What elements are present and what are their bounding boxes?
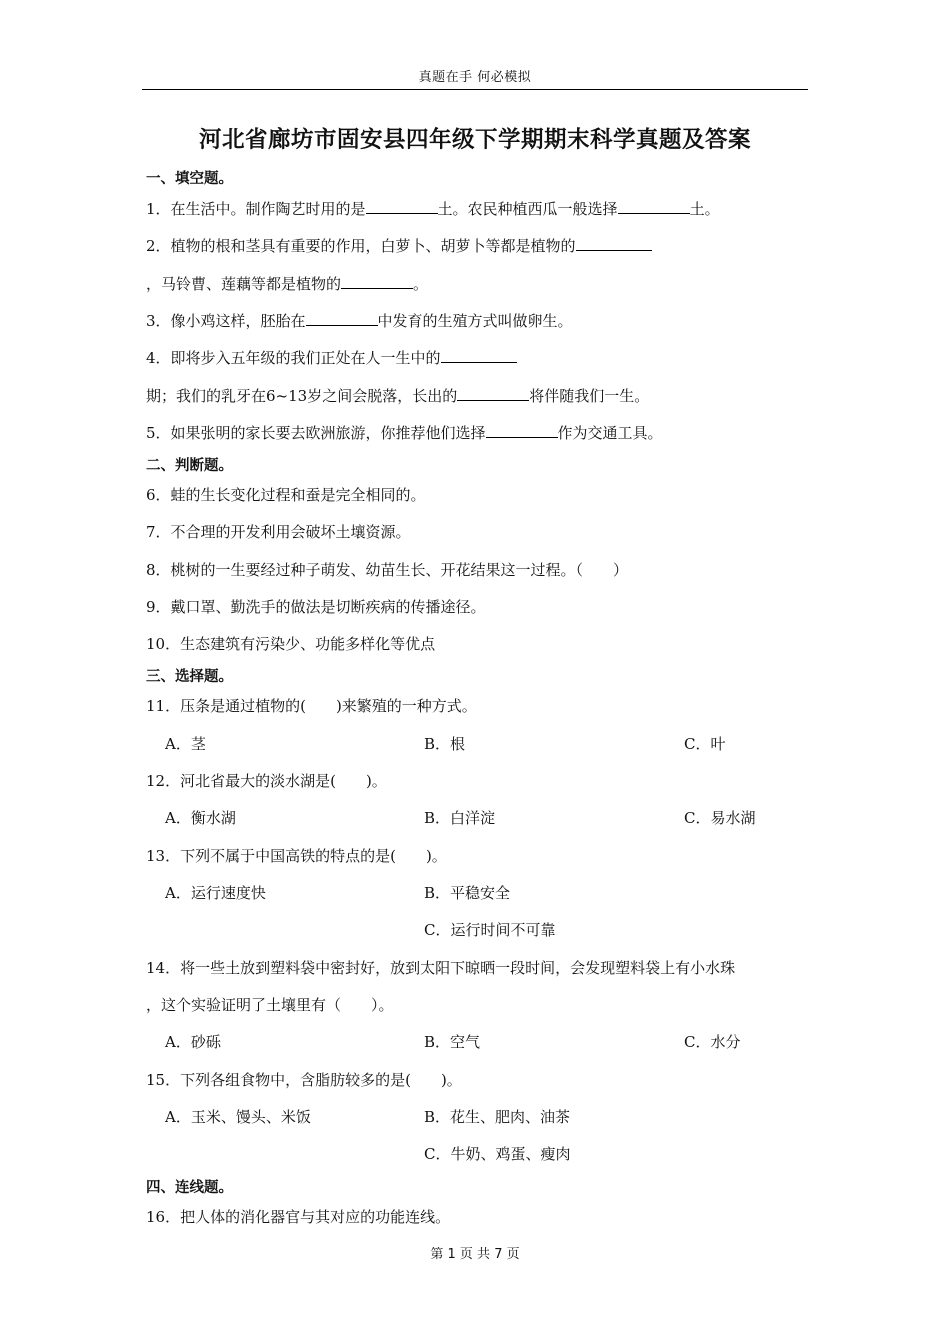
question-1 xyxy=(146,198,720,219)
question-13-stem: 13．下列不属于中国高铁的特点的是( )。 xyxy=(146,847,447,865)
question-14-stem-continued: ，这个实验证明了土壤里有（ ）。 xyxy=(146,996,394,1014)
question-14-option-c: C．水分 xyxy=(684,1033,741,1051)
question-13-option-c: C．运行时间不可靠 xyxy=(424,921,556,939)
header-divider xyxy=(142,89,808,90)
question-13-option-a: A．运行速度快 xyxy=(165,884,266,902)
question-11-option-a: A．茎 xyxy=(165,735,206,753)
question-4-text-b: 期；我们的乳牙在6~13岁之间会脱落，长出的 xyxy=(146,387,458,405)
section-heading-fill: 一、填空题。 xyxy=(146,171,233,187)
answer-blank xyxy=(618,198,690,214)
section-heading-choice: 三、选择题。 xyxy=(146,669,233,685)
question-3 xyxy=(146,310,573,331)
question-14-option-a: A．砂砾 xyxy=(165,1033,221,1051)
question-15-stem: 15．下列各组食物中，含脂肪较多的是( )。 xyxy=(146,1071,462,1089)
question-2-text-b: ，马铃曹、莲藕等都是植物的 xyxy=(146,275,342,293)
question-11-option-b: B．根 xyxy=(424,735,466,753)
question-4-continued xyxy=(146,385,649,406)
answer-blank xyxy=(441,347,517,363)
question-4 xyxy=(146,347,517,368)
question-5-text-b: 作为交通工具。 xyxy=(557,424,663,442)
question-8: 8．桃树的一生要经过种子萌发、幼苗生长、开花结果这一过程。（ ） xyxy=(146,561,629,579)
question-15-option-b: B．花生、肥肉、油茶 xyxy=(424,1108,571,1126)
answer-blank xyxy=(457,385,529,401)
question-1-text-a: 1．在生活中。制作陶艺时用的是 xyxy=(146,200,366,218)
question-12-option-b: B．白洋淀 xyxy=(424,809,496,827)
answer-blank xyxy=(486,422,558,438)
question-2-text-c: 。 xyxy=(413,275,429,293)
question-14-stem: 14．将一些土放到塑料袋中密封好，放到太阳下晾晒一段时间，会发现塑料袋上有小水珠 xyxy=(146,959,736,977)
question-4-text-a: 4．即将步入五年级的我们正处在人一生中的 xyxy=(146,349,441,367)
question-3-text-a: 3．像小鸡这样，胚胎在 xyxy=(146,312,306,330)
question-7: 7．不合理的开发利用会破坏土壤资源。 xyxy=(146,523,411,541)
question-1-text-b: 土。农民种植西瓜一般选择 xyxy=(437,200,618,218)
question-9: 9．戴口罩、勤洗手的做法是切断疾病的传播途径。 xyxy=(146,598,486,616)
question-1-text-c: 土。 xyxy=(689,200,720,218)
answer-blank xyxy=(366,198,438,214)
page-footer: 第 1 页 共 7 页 xyxy=(430,1247,520,1262)
question-12-option-c: C．易水湖 xyxy=(684,809,756,827)
answer-blank xyxy=(576,235,652,251)
answer-blank xyxy=(341,273,413,289)
question-16: 16．把人体的消化器官与其对应的功能连线。 xyxy=(146,1208,451,1226)
question-2-continued xyxy=(146,273,428,294)
question-2-text-a: 2．植物的根和茎具有重要的作用，白萝卜、胡萝卜等都是植物的 xyxy=(146,237,576,255)
question-12-stem: 12．河北省最大的淡水湖是( )。 xyxy=(146,772,387,790)
question-15-option-a: A．玉米、馒头、米饭 xyxy=(165,1108,311,1126)
section-heading-judge: 二、判断题。 xyxy=(146,458,233,474)
question-11-stem: 11．压条是通过植物的( )来繁殖的一种方式。 xyxy=(146,697,477,715)
question-6: 6．蛙的生长变化过程和蚕是完全相同的。 xyxy=(146,486,426,504)
question-5-text-a: 5．如果张明的家长要去欧洲旅游，你推荐他们选择 xyxy=(146,424,486,442)
page-header: 真题在手 何必模拟 xyxy=(418,70,532,85)
question-5 xyxy=(146,422,663,443)
answer-blank xyxy=(306,310,378,326)
section-heading-match: 四、连线题。 xyxy=(146,1180,233,1196)
question-14-option-b: B．空气 xyxy=(424,1033,481,1051)
question-15-option-c: C．牛奶、鸡蛋、瘦肉 xyxy=(424,1145,571,1163)
question-4-text-c: 将伴随我们一生。 xyxy=(529,387,650,405)
question-12-option-a: A．衡水湖 xyxy=(165,809,236,827)
question-13-option-b: B．平稳安全 xyxy=(424,884,511,902)
question-11-option-c: C．叶 xyxy=(684,735,726,753)
question-10: 10．生态建筑有污染少、功能多样化等优点 xyxy=(146,635,436,653)
question-3-text-b: 中发育的生殖方式叫做卵生。 xyxy=(377,312,573,330)
document-title: 河北省廊坊市固安县四年级下学期期末科学真题及答案 xyxy=(198,127,751,153)
question-2 xyxy=(146,235,652,256)
